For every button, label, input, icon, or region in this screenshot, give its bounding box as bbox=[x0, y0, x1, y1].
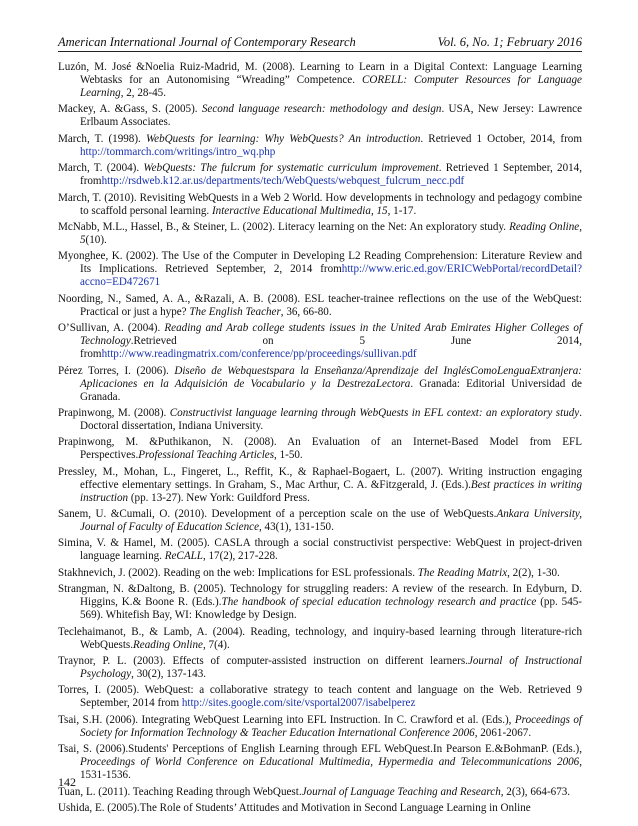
reference-text: . Granada: Editorial Universidad de Granada. bbox=[80, 377, 582, 403]
reference-list bbox=[58, 61, 582, 818]
reference-text: . Retrieved 1 October, 2014, from bbox=[420, 132, 582, 145]
reference-entry bbox=[58, 684, 582, 710]
reference-link[interactable]: http://tommarch.com/writings/intro_wq.php bbox=[80, 145, 276, 158]
reference-entry bbox=[58, 714, 582, 740]
reference-source-title: Interactive Educational Multimedia, 15 bbox=[211, 204, 388, 217]
reference-source-title: Ankara University, Journal of Faculty of Education Science bbox=[80, 508, 582, 534]
reference-source-title: Best practices in writing instruction bbox=[80, 478, 582, 504]
reference-text: March, T. (2010). Revisiting WebQuests in a Web 2 World. How developments in technology and pedagogy combine to scaffold personal learning. bbox=[58, 191, 582, 217]
reference-text: , 1531-1536. bbox=[80, 756, 582, 782]
reference-text: Traynor, P. L. (2003). Effects of computer-assisted instruction on different learners. bbox=[58, 655, 468, 668]
reference-text: Stakhnevich, J. (2002). Reading on the web: Implications for ESL professionals. bbox=[58, 566, 418, 579]
reference-text: Prapinwong, M. &Puthikanon, N. (2008). An Evaluation of an Internet-Based Model from EFL Perspectives. bbox=[58, 436, 582, 462]
reference-entry bbox=[58, 103, 582, 129]
reference-text: , 2(2), 1-30. bbox=[507, 566, 560, 579]
reference-source-title: WebQuests for learning: Why WebQuests? An introduction bbox=[145, 132, 421, 145]
reference-text: Tuan, L. (2011). Teaching Reading through WebQuest. bbox=[58, 785, 302, 798]
reference-text: , 36, 66-80. bbox=[280, 305, 332, 318]
reference-entry bbox=[58, 250, 582, 289]
reference-text: March, T. (1998). bbox=[58, 132, 146, 145]
reference-entry bbox=[58, 743, 582, 782]
reference-entry bbox=[58, 162, 582, 188]
reference-source-title: The Reading Matrix bbox=[417, 566, 508, 579]
reference-text: O’Sullivan, A. (2004). bbox=[58, 322, 165, 335]
reference-source-title: Journal of Instructional Psychology bbox=[80, 655, 582, 681]
reference-entry bbox=[58, 537, 582, 563]
reference-text: . USA, New Jersey: Lawrence Erlbaum Associates. bbox=[80, 103, 582, 129]
reference-text: . Retrieved 1 September, 2014, from bbox=[80, 162, 582, 188]
reference-text: Noording, N., Samed, A. A., &Razali, A. B. (2008). ESL teacher-trainee reflections on the use of the WebQuest: Practical or just a hype? bbox=[58, 292, 582, 318]
reference-text: Teclehaimanot, B., & Lamb, A. (2004). Reading, technology, and inquiry-based learning through literature-rich WebQuests. bbox=[58, 625, 582, 651]
reference-source-title: Proceedings of World Conference on Educational Multimedia, Hypermedia and Telecommunications 2006 bbox=[80, 756, 580, 769]
reference-text: Luzón, M. José &Noelia Ruiz-Madrid, M. (2008). Learning to Learn in a Digital Context: Language Learning Webtasks for an Autonomising “Wreading” Competence. bbox=[58, 61, 582, 86]
reference-text: Tsai, S. (2006).Students' Perceptions of English Learning through EFL WebQuest.In Pearson E.&BohmanP. (Eds.), bbox=[58, 743, 582, 756]
reference-text: . Doctoral dissertation, Indiana University. bbox=[80, 406, 582, 432]
reference-entry bbox=[58, 407, 582, 433]
reference-entry bbox=[58, 567, 582, 580]
reference-entry bbox=[58, 61, 582, 100]
reference-source-title: The English Teacher bbox=[189, 305, 281, 318]
reference-entry bbox=[58, 626, 582, 652]
reference-text: , 30(2), 137-143. bbox=[131, 668, 207, 681]
reference-entry bbox=[58, 583, 582, 622]
reference-entry bbox=[58, 365, 582, 404]
reference-text: (10). bbox=[85, 233, 107, 246]
reference-text: .Retrieved on 5 June 2014, from bbox=[80, 335, 582, 361]
reference-source-title: ReCALL bbox=[164, 550, 203, 563]
reference-text: Sanem, U. &Cumali, O. (2010). Development of a perception scale on the use of WebQuests. bbox=[58, 508, 497, 521]
journal-title: American International Journal of Contemporary Research bbox=[58, 35, 356, 49]
reference-entry bbox=[58, 655, 582, 681]
reference-text: , 1-50. bbox=[274, 449, 303, 462]
reference-entry bbox=[58, 466, 582, 505]
running-header bbox=[58, 34, 582, 52]
reference-text: Mackey, A. &Gass, S. (2005). bbox=[58, 103, 202, 116]
reference-text: , 1-17. bbox=[387, 204, 417, 217]
reference-entry bbox=[58, 221, 582, 247]
reference-text: McNabb, M.L., Hassel, B., & Steiner, L. (2002). Literacy learning on the Net: An exploratory study. bbox=[58, 220, 510, 233]
reference-text: Ushida, E. (2005).The Role of Students’ Attitudes and Motivation in Second Language Learning in Online bbox=[58, 801, 531, 814]
reference-source-title: Reading and Arab college students issues in the United Arab Emirates Higher Colleges of Technology bbox=[80, 322, 582, 348]
reference-text: Strangman, N. &Daltong, B. (2005). Technology for struggling readers: A review of the research. In Edyburn, D. Higgins, K.& Boone R. (Eds.). bbox=[58, 583, 582, 609]
reference-text: , 2, 28-45. bbox=[120, 87, 166, 99]
reference-text: , 2061-2067. bbox=[474, 726, 532, 739]
reference-text: March, T. (2004). bbox=[58, 162, 144, 175]
reference-text: Pressley, M., Mohan, L., Fingeret, L., Reffit, K., & Raphael-Bogaert, L. (2007). Writing instruction engaging effective elementary settings. In Graham, S., Mac Arthur, C. A. &Fitzgerald, J. (Eds.). bbox=[58, 465, 582, 491]
reference-text: , 43(1), 131-150. bbox=[259, 521, 334, 534]
reference-source-title: The handbook of special education technology research and practice bbox=[221, 596, 537, 609]
reference-entry bbox=[58, 786, 582, 799]
page-number: 142 bbox=[58, 775, 76, 789]
reference-text: Simina, V. & Hamel, M. (2005). CASLA through a social constructivist perspective: WebQuest in project-driven language learning. bbox=[58, 537, 582, 563]
reference-text: , 7(4). bbox=[202, 638, 230, 651]
reference-entry bbox=[58, 322, 582, 361]
reference-text: Prapinwong, M. (2008). bbox=[58, 406, 170, 419]
reference-text: , 17(2), 217-228. bbox=[202, 550, 278, 563]
reference-text: , 2(3), 664-673. bbox=[500, 785, 571, 798]
issue-info: Vol. 6, No. 1; February 2016 bbox=[437, 35, 582, 49]
reference-source-title: Reading Online bbox=[133, 638, 203, 651]
reference-source-title: Journal of Language Teaching and Research bbox=[301, 785, 501, 798]
reference-source-title: Reading Online, 5 bbox=[80, 220, 582, 246]
reference-source-title: Proceedings of Society for Information Technology & Teacher Education International Conference 2006 bbox=[80, 713, 582, 739]
reference-link[interactable]: http://rsdweb.k12.ar.us/departments/tech/WebQuests/webquest_fulcrum_necc.pdf bbox=[101, 175, 465, 188]
reference-entry bbox=[58, 508, 582, 534]
reference-source-title: CORELL: Computer Resources for Language Learning bbox=[80, 74, 582, 99]
reference-entry bbox=[58, 436, 582, 462]
reference-text: Torres, I. (2005). WebQuest: a collaborative strategy to teach content and language on the Web. Retrieved 9 September, 2014 from bbox=[58, 684, 582, 710]
reference-link[interactable]: http://sites.google.com/site/vsportal2007/isabelperez bbox=[181, 697, 416, 710]
reference-text: Pérez Torres, I. (2006). bbox=[58, 364, 175, 377]
reference-source-title: Diseño de Webquestspara la Enseñanza/Aprendizaje del InglésComoLenguaExtranjera: Aplicaciones en la Adquisición de Vocabulario y la DestrezaLectora bbox=[80, 364, 582, 390]
reference-link[interactable]: http://www.readingmatrix.com/conference/pp/proceedings/sullivan.pdf bbox=[101, 348, 417, 361]
reference-entry bbox=[58, 802, 582, 815]
reference-text: (pp. 13-27). New York: Guildford Press. bbox=[128, 491, 310, 504]
reference-source-title: Constructivist language learning through WebQuests in EFL context: an exploratory study bbox=[169, 406, 580, 419]
reference-source-title: WebQuests: The fulcrum for systematic curriculum improvement bbox=[143, 162, 439, 175]
reference-text: Myonghee, K. (2002). The Use of the Computer in Developing L2 Reading Comprehension: Literature Review and Its Implications. Retrieved September, 2, 2014 from bbox=[58, 250, 582, 276]
reference-link[interactable]: http://www.eric.ed.gov/ERICWebPortal/recordDetail?accno=ED472671 bbox=[80, 263, 582, 289]
reference-entry bbox=[58, 192, 582, 218]
reference-source-title: Professional Teaching Articles bbox=[138, 449, 275, 462]
reference-entry bbox=[58, 293, 582, 319]
reference-text: Tsai, S.H. (2006). Integrating WebQuest Learning into EFL Instruction. In C. Crawford et al. (Eds.), bbox=[58, 713, 515, 726]
reference-entry bbox=[58, 133, 582, 159]
reference-text: (pp. 545-569). Whitefish Bay, WI: Knowledge by Design. bbox=[80, 596, 582, 622]
reference-source-title: Second language research: methodology and design bbox=[201, 103, 442, 116]
